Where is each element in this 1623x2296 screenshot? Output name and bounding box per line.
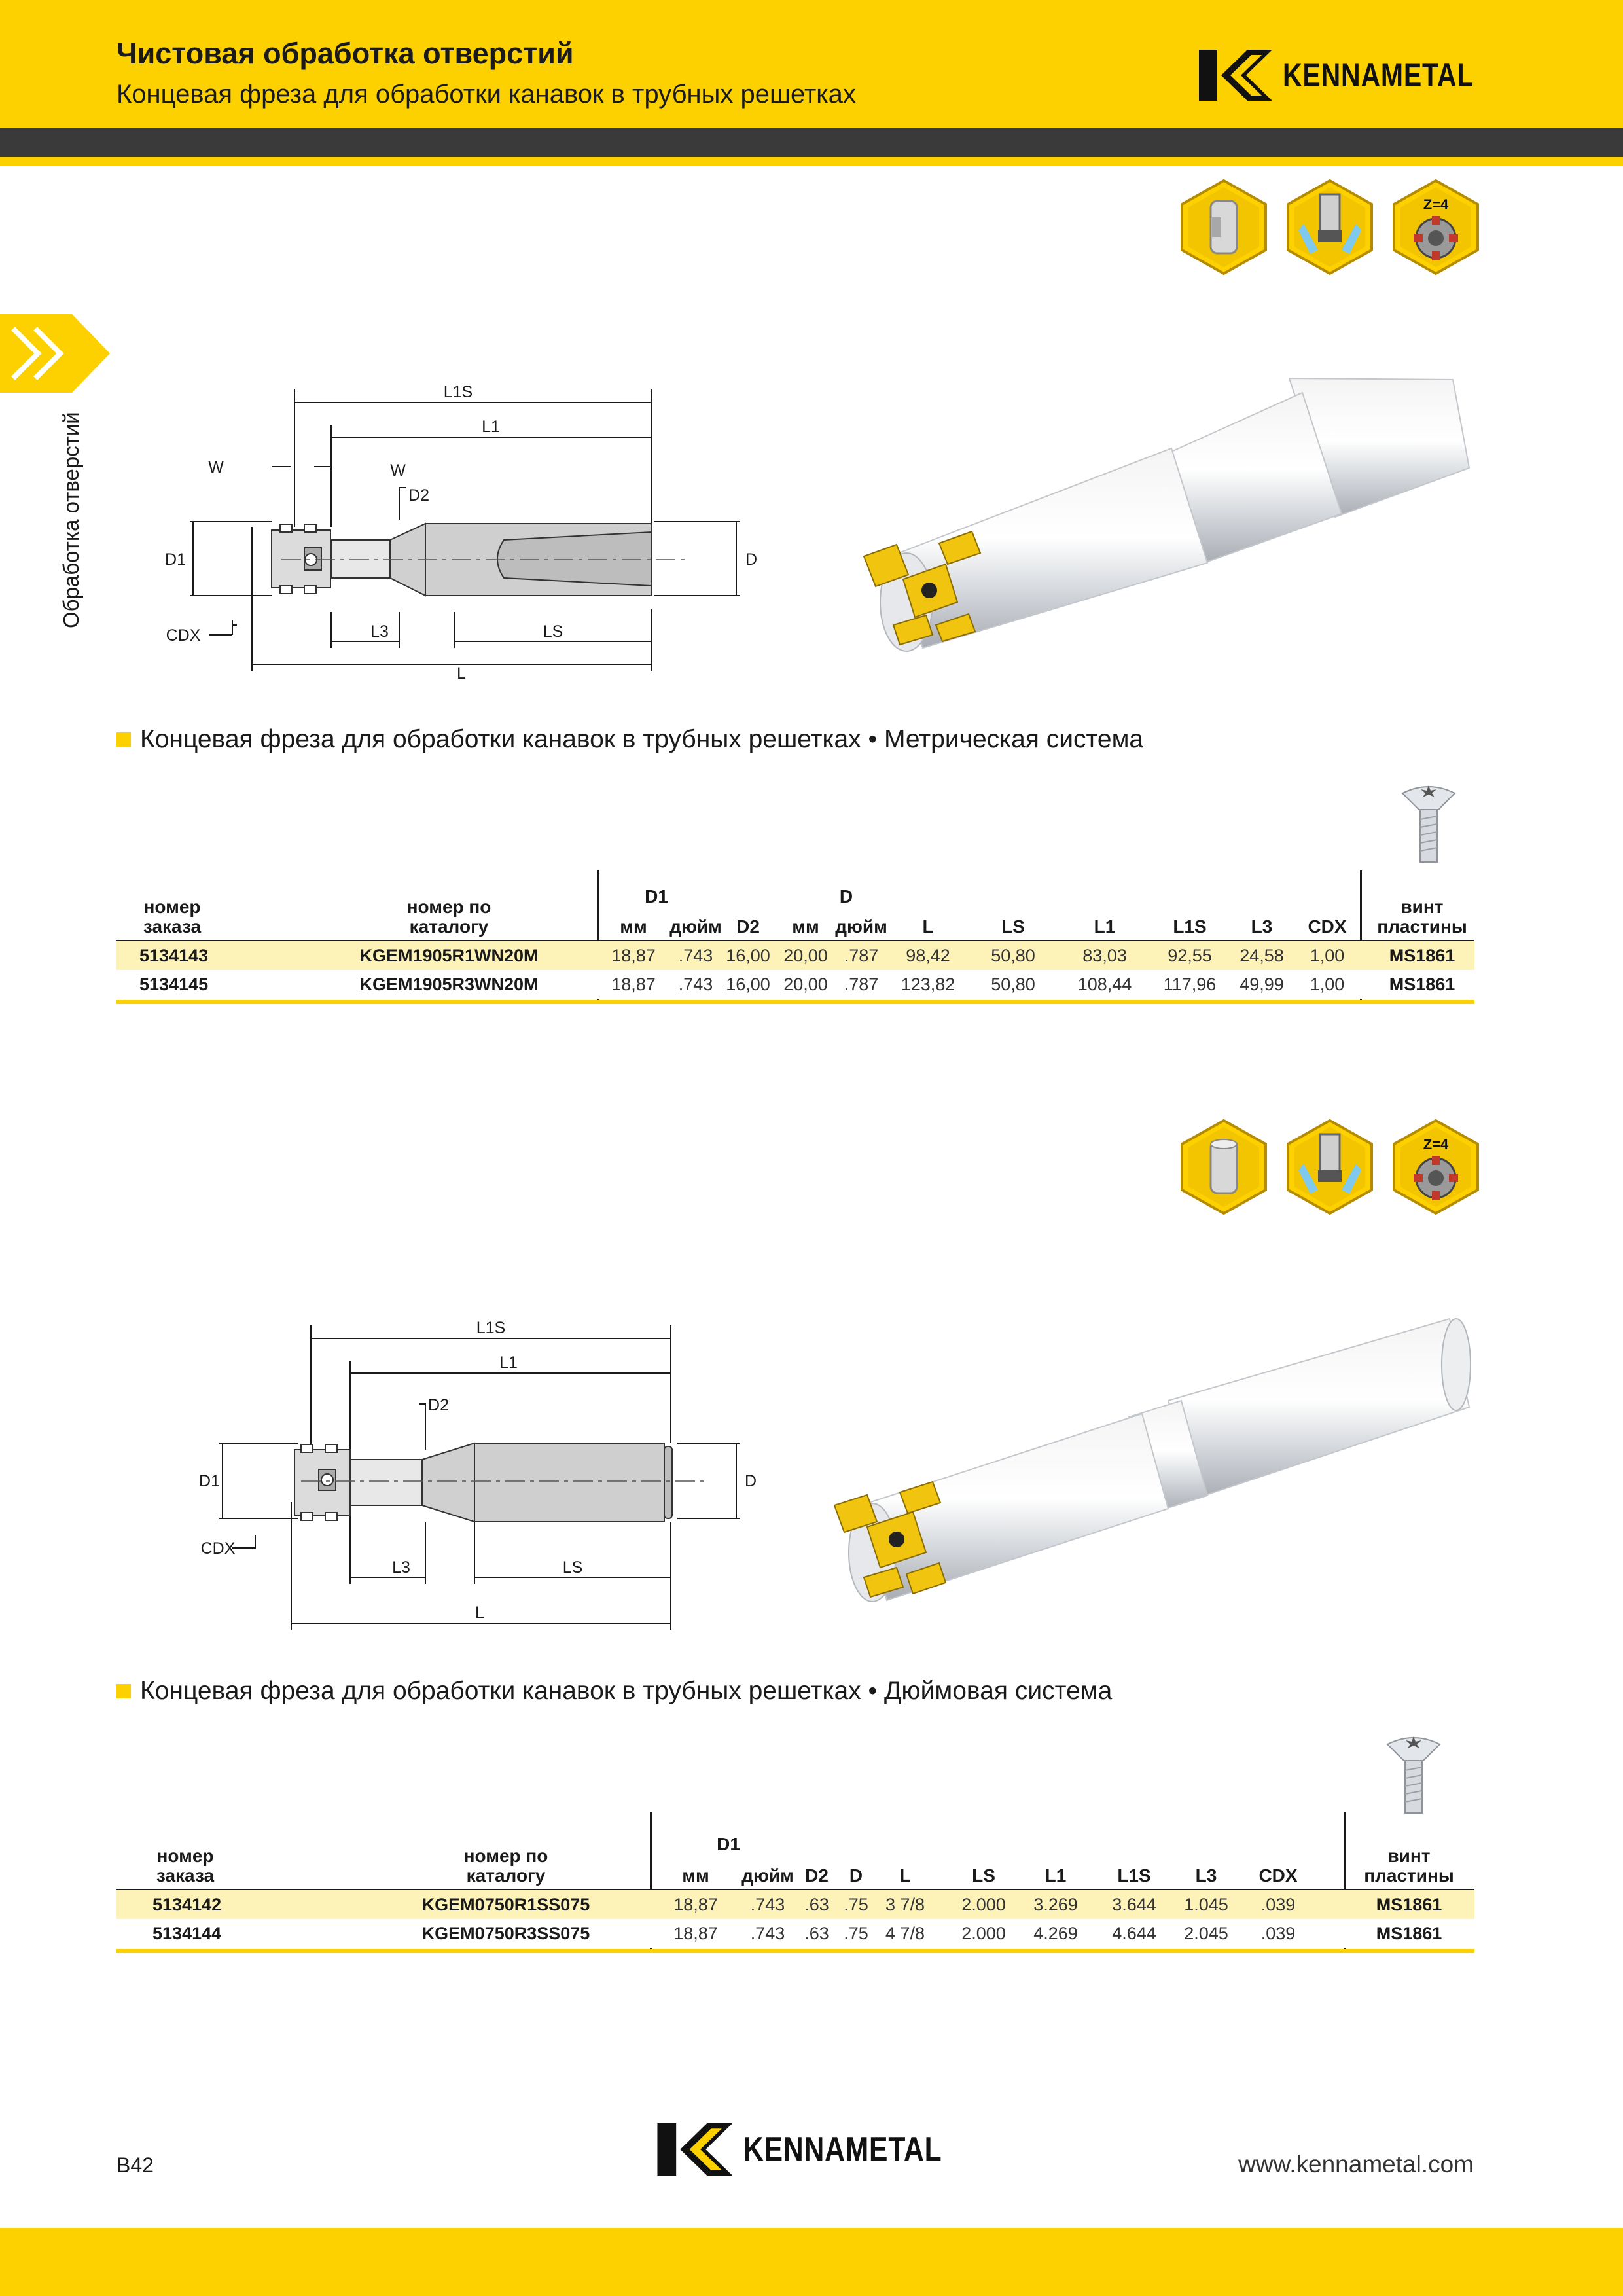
cell-d1-mm: 18,87	[611, 946, 656, 965]
screw-icon	[1384, 1731, 1443, 1816]
table-row	[116, 1919, 1474, 1948]
th-cdx: CDX	[1308, 916, 1347, 937]
th-l3: L3	[1251, 916, 1273, 937]
cell-l: 4 7/8	[885, 1924, 925, 1943]
th-catalog-1: номер по	[406, 897, 491, 917]
website-link[interactable]: www.kennametal.com	[1238, 2151, 1474, 2178]
cell-ls: 50,80	[991, 946, 1035, 965]
cell-d2: .63	[804, 1895, 829, 1914]
technical-drawing-1	[151, 376, 758, 704]
th-l3: L3	[1195, 1865, 1217, 1886]
cell-l3: 24,58	[1240, 946, 1284, 965]
cell-cdx: .039	[1260, 1895, 1296, 1914]
cell-d1-inch: .743	[678, 946, 713, 965]
th-catalog-2: каталогу	[466, 1865, 546, 1886]
dim-label-l: L	[475, 1604, 484, 1622]
th-screw-1: винт	[1387, 1846, 1431, 1866]
cell-l1: 3.269	[1033, 1895, 1078, 1914]
cell-l1s: 92,55	[1168, 946, 1212, 965]
bullet-square-icon	[116, 1684, 131, 1698]
cell-d: .75	[844, 1924, 868, 1943]
shank-flat-icon	[1178, 178, 1270, 276]
th-screw-1: винт	[1400, 897, 1444, 917]
dim-label-l1: L1	[499, 1354, 518, 1372]
table-bottom-rule	[116, 1000, 1474, 1004]
cell-d2: 16,00	[726, 975, 770, 994]
cell-ls: 2.000	[961, 1895, 1006, 1914]
z4-label: Z=4	[1423, 196, 1449, 213]
cell-d: .75	[844, 1895, 868, 1914]
th-l1: L1	[1044, 1865, 1067, 1886]
cell-l3: 49,99	[1240, 975, 1284, 994]
dim-label-d2: D2	[428, 1396, 449, 1414]
cell-screw: MS1861	[1389, 975, 1455, 994]
side-tab-label: Обработка отверстий	[59, 412, 83, 628]
cell-order: 5134144	[152, 1924, 222, 1943]
cell-l1s: 117,96	[1163, 975, 1217, 994]
footer-yellow-bar	[0, 2228, 1623, 2296]
th-d1-mm: мм	[682, 1865, 709, 1886]
section-title-inch	[116, 1677, 1112, 1706]
th-d1-mm: мм	[620, 916, 647, 937]
table-row	[116, 1890, 1474, 1919]
cell-l: 123,82	[901, 975, 955, 994]
th-d1: D1	[717, 1834, 740, 1854]
cell-screw: MS1861	[1389, 946, 1455, 965]
cell-d1-inch: .743	[678, 975, 713, 994]
logo-wordmark: KENNAMETAL	[743, 2130, 942, 2168]
th-l: L	[922, 916, 934, 937]
feature-icons-2	[1178, 1118, 1482, 1216]
cell-l: 98,42	[906, 946, 950, 965]
cell-d2: .63	[804, 1924, 829, 1943]
th-d1-inch: дюйм	[669, 916, 722, 937]
cell-d1-mm: 18,87	[673, 1924, 718, 1943]
th-catalog-2: каталогу	[409, 916, 489, 937]
cell-d-mm: 20,00	[783, 975, 828, 994]
coolant-icon	[1284, 178, 1376, 276]
page-subtitle: Концевая фреза для обработки канавок в трубных решетках	[116, 80, 856, 109]
dim-label-l: L	[457, 664, 466, 683]
dim-label-cdx: CDX	[166, 626, 201, 645]
cell-l1s: 3.644	[1112, 1895, 1156, 1914]
dim-label-l3: L3	[392, 1558, 410, 1577]
kennametal-k-icon	[657, 2123, 738, 2176]
th-l1: L1	[1094, 916, 1116, 937]
cell-catalog: KGEM0750R3SS075	[421, 1924, 590, 1943]
cell-screw: MS1861	[1376, 1924, 1442, 1943]
dim-label-ls: LS	[543, 622, 563, 641]
cell-catalog: KGEM1905R1WN20M	[359, 946, 539, 965]
dim-label-ls: LS	[562, 1558, 583, 1577]
kennametal-logo-footer	[657, 2123, 986, 2176]
end-mill-render-2	[802, 1309, 1482, 1636]
th-order-1: номер	[156, 1846, 214, 1866]
cell-l1: 4.269	[1033, 1924, 1078, 1943]
bullet-square-icon	[116, 732, 131, 747]
dim-label-d1: D1	[165, 550, 186, 569]
cell-order: 5134142	[152, 1895, 222, 1914]
cell-l1s: 4.644	[1112, 1924, 1156, 1943]
cell-d1-mm: 18,87	[673, 1895, 718, 1914]
cell-ls: 50,80	[991, 975, 1035, 994]
screw-icon	[1399, 780, 1458, 865]
table-row	[116, 970, 1474, 999]
table-row	[116, 941, 1474, 970]
shank-cylindrical-icon	[1178, 1118, 1270, 1216]
dim-label-d1: D1	[199, 1472, 220, 1490]
th-d2: D2	[736, 916, 760, 937]
th-ls: LS	[1001, 916, 1025, 937]
th-catalog-1: номер по	[463, 1846, 548, 1866]
th-ls: LS	[972, 1865, 995, 1886]
th-order-2: заказа	[143, 916, 202, 937]
th-screw-2: пластины	[1377, 916, 1467, 937]
cell-cdx: 1,00	[1310, 946, 1345, 965]
kennametal-k-icon	[1199, 50, 1277, 101]
section-title-inch-text: Концевая фреза для обработки канавок в трубных решетках • Дюймовая система	[140, 1677, 1113, 1705]
dim-label-cdx: CDX	[200, 1539, 236, 1558]
th-order-2: заказа	[156, 1865, 215, 1886]
dim-label-d: D	[744, 1472, 757, 1490]
cell-l3: 2.045	[1184, 1924, 1228, 1943]
cell-screw: MS1861	[1376, 1895, 1442, 1914]
dim-label-l3: L3	[370, 622, 389, 641]
th-d: D	[839, 886, 853, 906]
cell-ls: 2.000	[961, 1924, 1006, 1943]
dim-label-d2: D2	[408, 486, 429, 505]
th-l: L	[899, 1865, 911, 1886]
th-d-mm: мм	[792, 916, 819, 937]
th-d: D	[849, 1865, 863, 1886]
page-header	[0, 0, 1623, 128]
cell-order: 5134145	[139, 975, 209, 994]
th-cdx: CDX	[1258, 1865, 1298, 1886]
cell-cdx: 1,00	[1310, 975, 1345, 994]
dim-label-l1s: L1S	[443, 383, 473, 401]
cell-catalog: KGEM1905R3WN20M	[359, 975, 539, 994]
teeth-z4-icon	[1390, 178, 1482, 276]
dim-label-d: D	[745, 550, 758, 569]
teeth-z4-icon	[1390, 1118, 1482, 1216]
th-d2: D2	[805, 1865, 829, 1886]
coolant-icon	[1284, 1118, 1376, 1216]
table-bottom-rule	[116, 1949, 1474, 1953]
feature-icons-1	[1178, 178, 1482, 276]
th-screw-2: пластины	[1364, 1865, 1454, 1886]
cell-order: 5134143	[139, 946, 209, 965]
header-dark-band	[0, 128, 1623, 157]
th-l1s: L1S	[1173, 916, 1207, 937]
th-l1s: L1S	[1117, 1865, 1151, 1886]
cell-d-inch: .787	[844, 946, 879, 965]
side-tab-chevron-icon	[0, 314, 111, 393]
cell-d-inch: .787	[844, 975, 879, 994]
page-number: B42	[116, 2153, 154, 2177]
end-mill-render-1	[831, 367, 1486, 668]
cell-d2: 16,00	[726, 946, 770, 965]
section-title-metric-text: Концевая фреза для обработки канавок в трубных решетках • Метрическая система	[140, 725, 1144, 753]
page-title: Чистовая обработка отверстий	[116, 37, 574, 70]
th-d-inch: дюйм	[835, 916, 887, 937]
cell-d1-mm: 18,87	[611, 975, 656, 994]
dim-label-l1s: L1S	[476, 1319, 506, 1337]
th-d1-inch: дюйм	[741, 1865, 794, 1886]
dim-label-w: W	[390, 461, 406, 480]
kennametal-logo	[1199, 50, 1516, 101]
cell-cdx: .039	[1260, 1924, 1296, 1943]
cell-d1-inch: .743	[750, 1895, 785, 1914]
cell-l3: 1.045	[1184, 1895, 1228, 1914]
header-yellow-band	[0, 157, 1623, 166]
dim-label-w-left: W	[208, 458, 224, 476]
dim-label-l1: L1	[482, 418, 500, 436]
cell-catalog: KGEM0750R1SS075	[421, 1895, 590, 1914]
section-title-metric	[116, 725, 1143, 754]
cell-l1: 108,44	[1077, 975, 1132, 994]
cell-l: 3 7/8	[885, 1895, 925, 1914]
logo-wordmark: KENNAMETAL	[1283, 57, 1474, 94]
th-d1: D1	[645, 886, 668, 906]
z4-label: Z=4	[1423, 1136, 1449, 1153]
cell-l1: 83,03	[1082, 946, 1127, 965]
technical-drawing-2	[173, 1312, 762, 1646]
cell-d-mm: 20,00	[783, 946, 828, 965]
th-order-1: номер	[143, 897, 201, 917]
cell-d1-inch: .743	[750, 1924, 785, 1943]
